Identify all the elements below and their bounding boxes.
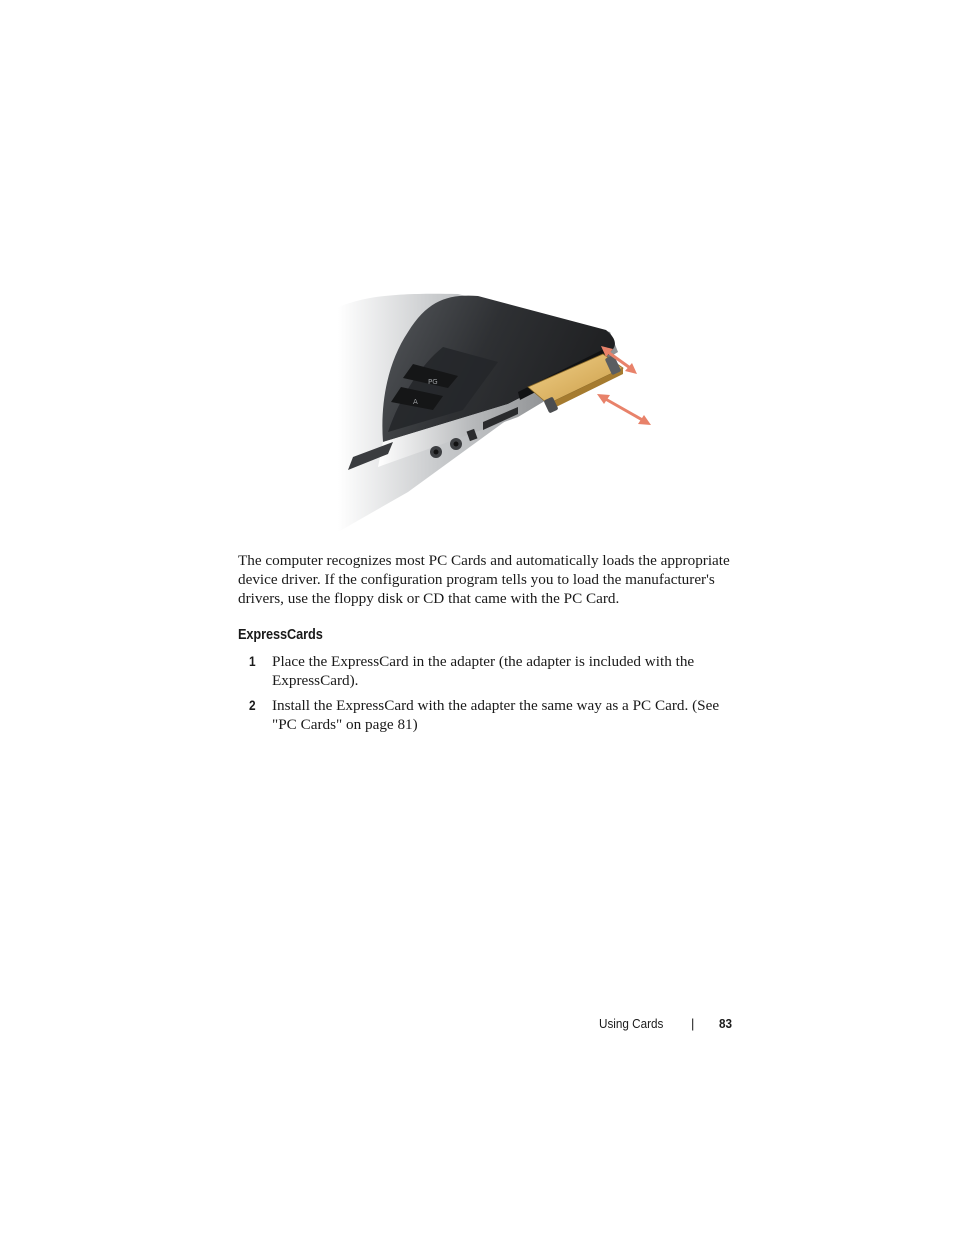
step-text: Install the ExpressCard with the adapter the same way as a PC Card. (See "PC Cards" on page 81)	[272, 697, 720, 733]
svg-text:PG: PG	[428, 378, 438, 386]
page-footer	[599, 1015, 733, 1033]
step-text: Place the ExpressCard in the adapter (the adapter is included with the ExpressCard).	[272, 653, 695, 689]
step-number: 1	[249, 654, 256, 669]
laptop-illustration	[318, 292, 658, 542]
laptop-expresscard-icon	[318, 292, 658, 542]
step-number: 2	[249, 698, 256, 713]
footer-separator: |	[691, 1016, 695, 1031]
step-item	[238, 652, 738, 690]
section-heading: ExpressCards	[238, 627, 323, 643]
step-item	[238, 696, 738, 734]
footer-chapter-title: Using Cards	[599, 1016, 664, 1031]
body-paragraph: The computer recognizes most PC Cards and automatically loads the appropriate device driver. If the configuration program tells you to load the manufacturer's drivers, use the floppy disk or CD that came with the PC Card.	[238, 552, 730, 607]
svg-text:A: A	[413, 398, 418, 406]
page-number: 83	[719, 1016, 733, 1031]
